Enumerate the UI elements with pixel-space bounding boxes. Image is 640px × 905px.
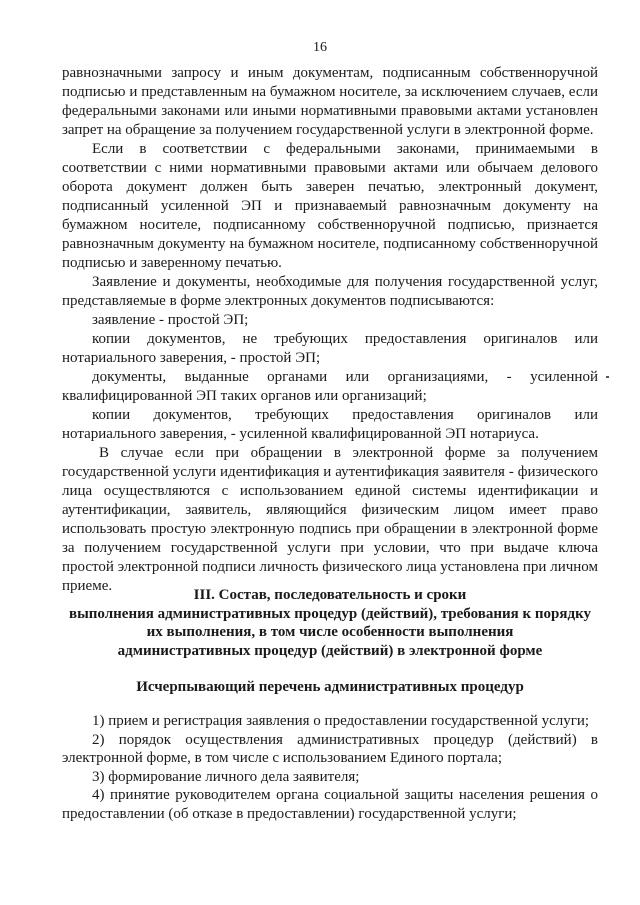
paragraph: копии документов, требующих предоставления оригиналов или нотариального заверения, - усиленной квалифицированной ЭП нотариуса. xyxy=(62,407,598,442)
list-item: 1) прием и регистрация заявления о предоставлении государственной услуги; xyxy=(92,713,590,729)
paragraph: Если в соответствии с федеральными законами, принимаемыми в соответствии с ними нормативными правовыми актами или обычаем делового оборота документ должен быть заверен печатью, электронный документ, подписанный усиленной ЭП и признаваемый равнозначным документу на бумажном носителе, подписанному собственноручной подписью, признается равнозначным документу на бумажном носителе, подписанному собственноручной подписью и заверенному печатью. xyxy=(62,141,598,271)
subheading: Исчерпывающий перечень административных процедур xyxy=(136,679,524,695)
procedure-list xyxy=(62,712,598,823)
paragraph: равнозначными запросу и иным документам, подписанным собственноручной подписью и представленным на бумажном носителе, за исключением случаев, если федеральными законами или иными нормативными правовыми актами установлен запрет на обращение за получением государственной услуги в электронной форме. xyxy=(62,65,598,138)
paragraph: документы, выданные органами или организациями, - усиленной квалифицированной ЭП таких органов или организаций; xyxy=(62,369,598,404)
list-item: 2) порядок осуществления административных процедур (действий) в электронной форме, в том числе с использованием Единого портала; xyxy=(62,731,598,766)
page-number: 16 xyxy=(313,40,327,55)
section-heading xyxy=(62,586,598,660)
body-text xyxy=(62,64,598,596)
scan-mark xyxy=(606,376,609,378)
paragraph: копии документов, не требующих предоставления оригиналов или нотариального заверения, - простой ЭП; xyxy=(62,331,598,366)
list-item: 3) формирование личного дела заявителя; xyxy=(92,768,360,785)
section-heading-line: их выполнения, в том числе особенности выполнения xyxy=(146,624,514,640)
paragraph: В случае если при обращении в электронной форме за получением государственной услуги идентификация и аутентификация заявителя - физического лица осуществляются с использованием единой системы идентификации и аутентификации, заявитель, являющийся физическим лицом имеет право использовать простую электронную подпись при обращении в электронной форме за получением государственной услуги при условии, что при выдаче ключа простой электронной подписи личность физического лица установлена при личном приеме. xyxy=(62,445,598,594)
paragraph: заявление - простой ЭП; xyxy=(92,312,249,328)
section-heading-line: III. Состав, последовательность и сроки xyxy=(193,587,467,603)
section-heading-line: административных процедур (действий) в электронной форме xyxy=(117,642,543,659)
paragraph: Заявление и документы, необходимые для получения государственной услуг, представляемые в форме электронных документов подписываются: xyxy=(62,274,598,309)
list-item: 4) принятие руководителем органа социальной защиты населения решения о предоставлении (об отказе в предоставлении) государственной услуги; xyxy=(62,787,598,822)
section-heading-line: выполнения административных процедур (действий), требования к порядку xyxy=(68,605,592,622)
